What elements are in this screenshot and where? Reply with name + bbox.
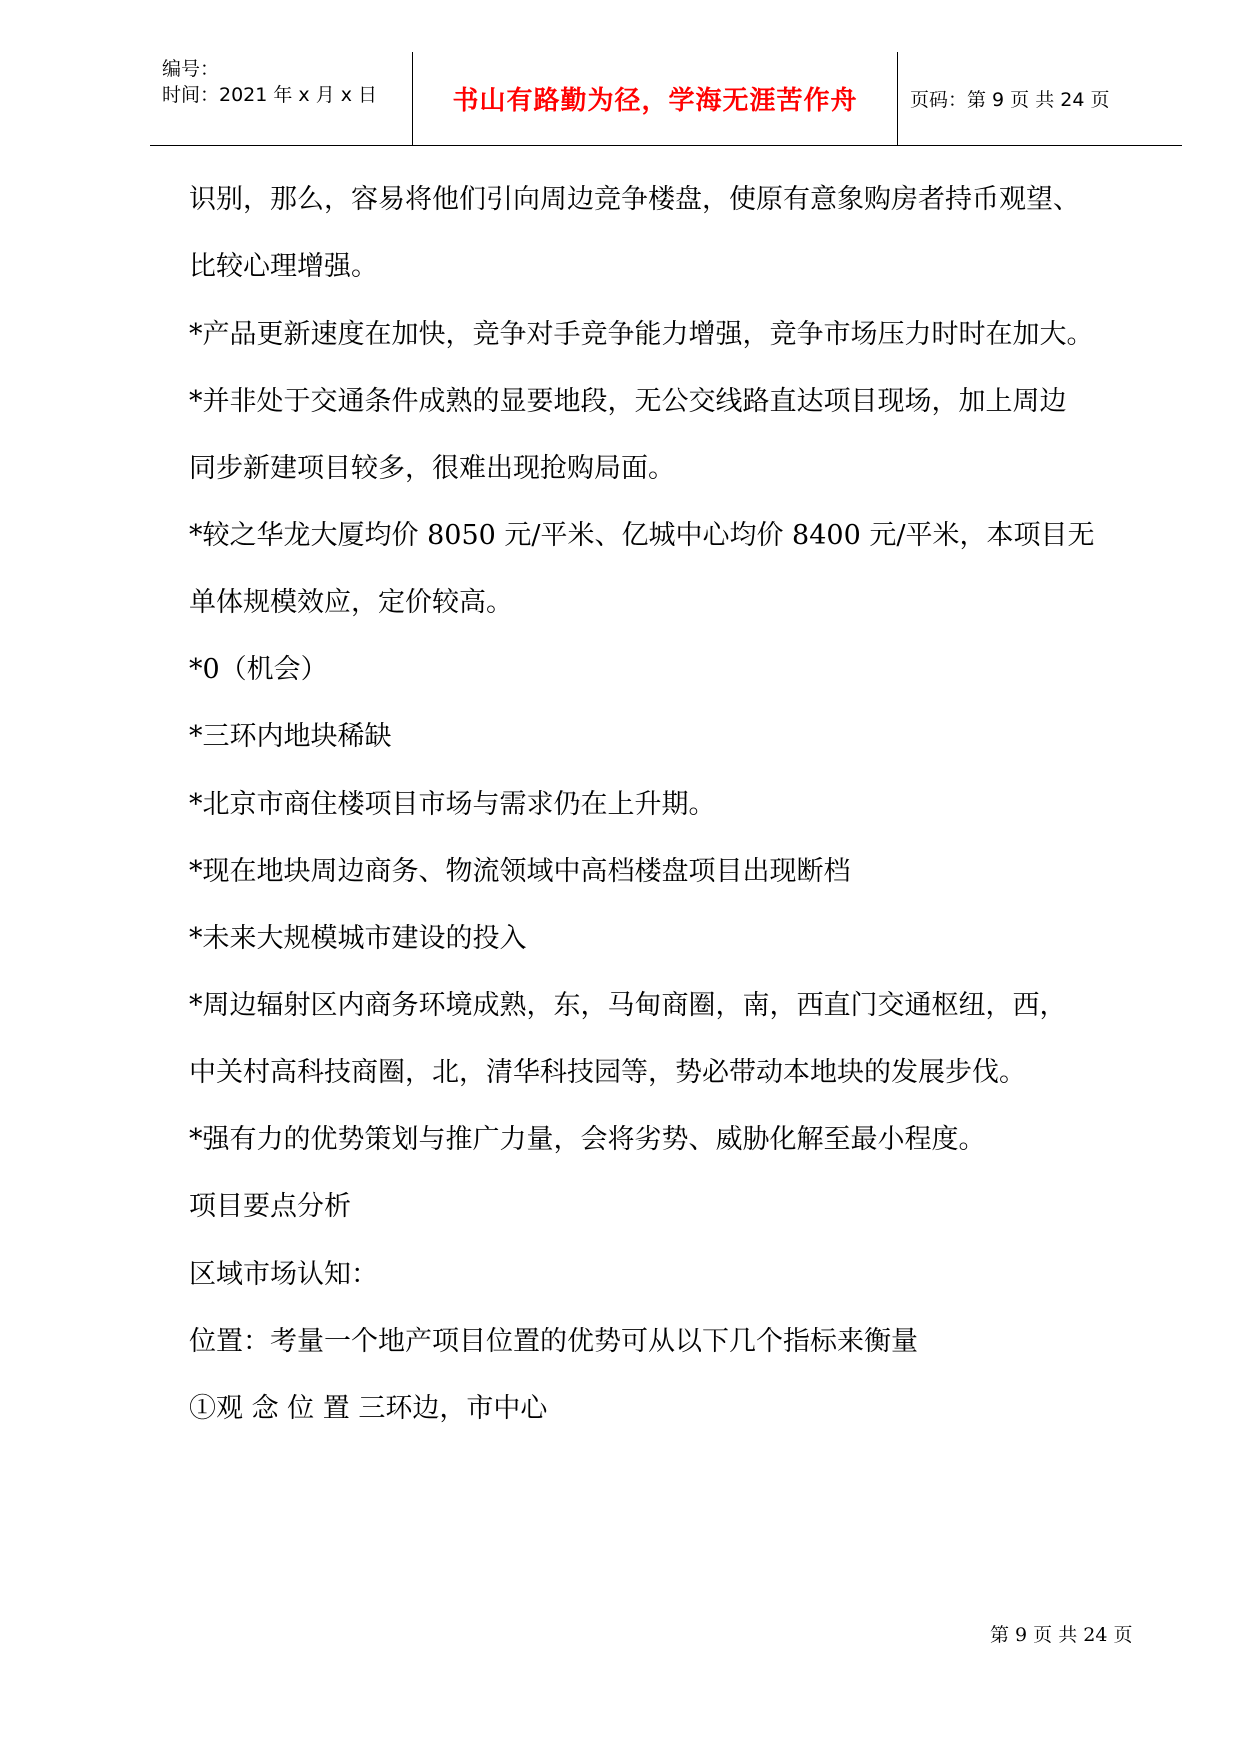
- paragraph-line: 比较心理增强。: [189, 251, 378, 282]
- paragraph-line: *未来大规模城市建设的投入: [189, 923, 527, 954]
- paragraph-line: 中关村高科技商圈，北，清华科技园等，势必带动本地块的发展步伐。: [189, 1057, 1026, 1088]
- paragraph-line: *三环内地块稀缺: [189, 721, 392, 752]
- page-footer: 第 9 页 共 24 页: [990, 1624, 1133, 1646]
- paragraph-line: 位置：考量一个地产项目位置的优势可从以下几个指标来衡量: [189, 1326, 918, 1357]
- paragraph-line: *并非处于交通条件成熟的显要地段，无公交线路直达项目现场，加上周边: [189, 386, 1067, 417]
- header-motto-cell: [412, 52, 898, 145]
- motto-text: 书山有路勤为径，学海无涯苦作舟: [452, 86, 858, 116]
- paragraph-line: *强有力的优势策划与推广力量，会将劣势、威胁化解至最小程度。: [189, 1124, 986, 1155]
- paragraph-line: *0（机会）: [189, 654, 328, 685]
- paragraph-line: 区域市场认知：: [189, 1259, 378, 1290]
- paragraph-line: *北京市商住楼项目市场与需求仍在上升期。: [189, 789, 716, 820]
- paragraph-line: *产品更新速度在加快，竞争对手竞争能力增强，竞争市场压力时时在加大。: [189, 319, 1094, 350]
- header-page-cell: [910, 52, 1182, 145]
- paragraph-line: *较之华龙大厦均价 8050 元/平米、亿城中心均价 8400 元/平米，本项目无: [189, 520, 1095, 551]
- page-header: [150, 52, 1182, 146]
- paragraph-line: *现在地块周边商务、物流领域中高档楼盘项目出现断档: [189, 856, 851, 887]
- paragraph-line: *周边辐射区内商务环境成熟，东，马甸商圈，南，西直门交通枢纽，西，: [189, 990, 1067, 1021]
- page-label: 页码：第 9 页 共 24 页: [910, 89, 1110, 111]
- paragraph-line: 项目要点分析: [189, 1191, 351, 1222]
- time-label: 时间：2021 年 x 月 x 日: [162, 84, 378, 106]
- paragraph-line: 单体规模效应，定价较高。: [189, 587, 513, 618]
- paragraph-line: ①观 念 位 置 三环边，市中心: [189, 1393, 548, 1424]
- paragraph-line: 识别，那么，容易将他们引向周边竞争楼盘，使原有意象购房者持币观望、: [189, 184, 1080, 215]
- header-meta: [162, 52, 407, 145]
- paragraph-line: 同步新建项目较多，很难出现抢购局面。: [189, 453, 675, 484]
- number-label: 编号：: [162, 58, 220, 80]
